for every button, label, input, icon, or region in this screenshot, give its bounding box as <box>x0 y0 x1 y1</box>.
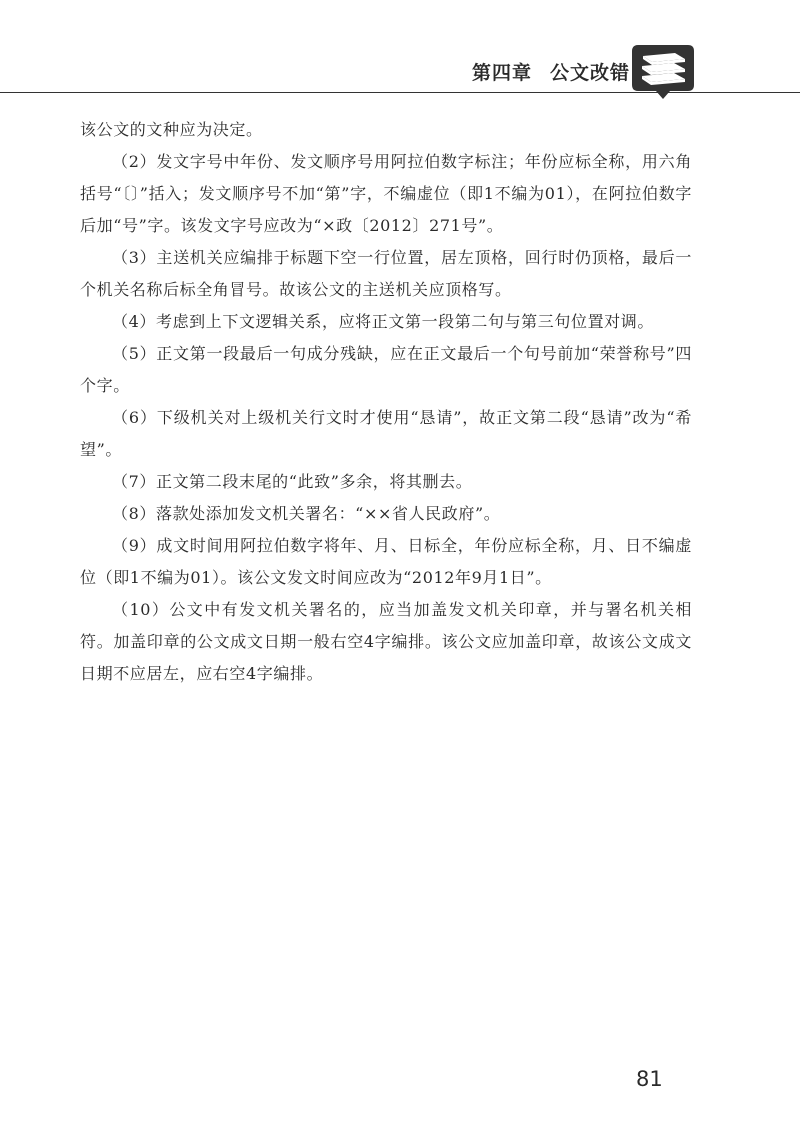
paragraph-item-9: （9）成文时间用阿拉伯数字将年、月、日标全，年份应标全称，月、日不编虚位（即1不编为01）。该公文发文时间应改为“2012年9月1日”。 <box>80 536 692 587</box>
chapter-number: 第四章 <box>471 62 532 84</box>
paragraph-item-7: （7）正文第二段末尾的“此致”多余，将其删去。 <box>112 472 473 491</box>
chapter-title: 公文改错 <box>549 62 630 84</box>
paragraph-item-2: （2）发文字号中年份、发文顺序号用阿拉伯数字标注；年份应标全称，用六角括号“〔〕”括入；发文顺序号不加“第”字，不编虚位（即1不编为01），在阿拉伯数字后加“号”字。该发文字号应改为“×政〔2012〕271号”。 <box>80 152 692 235</box>
page-header <box>0 0 800 100</box>
paragraph-item-8: （8）落款处添加发文机关署名：“××省人民政府”。 <box>112 504 501 523</box>
running-head <box>472 58 630 85</box>
page-body <box>80 114 692 690</box>
paragraph-item-3: （3）主送机关应编排于标题下空一行位置，居左顶格，回行时仍顶格，最后一个机关名称后标全角冒号。故该公文的主送机关应顶格写。 <box>80 248 692 299</box>
paragraph-continuation: 该公文的文种应为决定。 <box>80 120 263 139</box>
header-divider <box>0 92 800 93</box>
page-number: 81 <box>636 1067 663 1091</box>
paragraph-item-6: （6）下级机关对上级机关行文时才使用“恳请”，故正文第二段“恳请”改为“希望”。 <box>80 408 692 459</box>
paragraph-item-4: （4）考虑到上下文逻辑关系，应将正文第一段第二句与第三句位置对调。 <box>112 312 654 331</box>
paragraph-item-10: （10）公文中有发文机关署名的，应当加盖发文机关印章，并与署名机关相符。加盖印章的公文成文日期一般右空4字编排。该公文应加盖印章，故该公文成文日期不应居左，应右空4字编排。 <box>80 600 692 683</box>
paragraph-item-5: （5）正文第一段最后一句成分残缺，应在正文最后一个句号前加“荣誉称号”四个字。 <box>80 344 692 395</box>
